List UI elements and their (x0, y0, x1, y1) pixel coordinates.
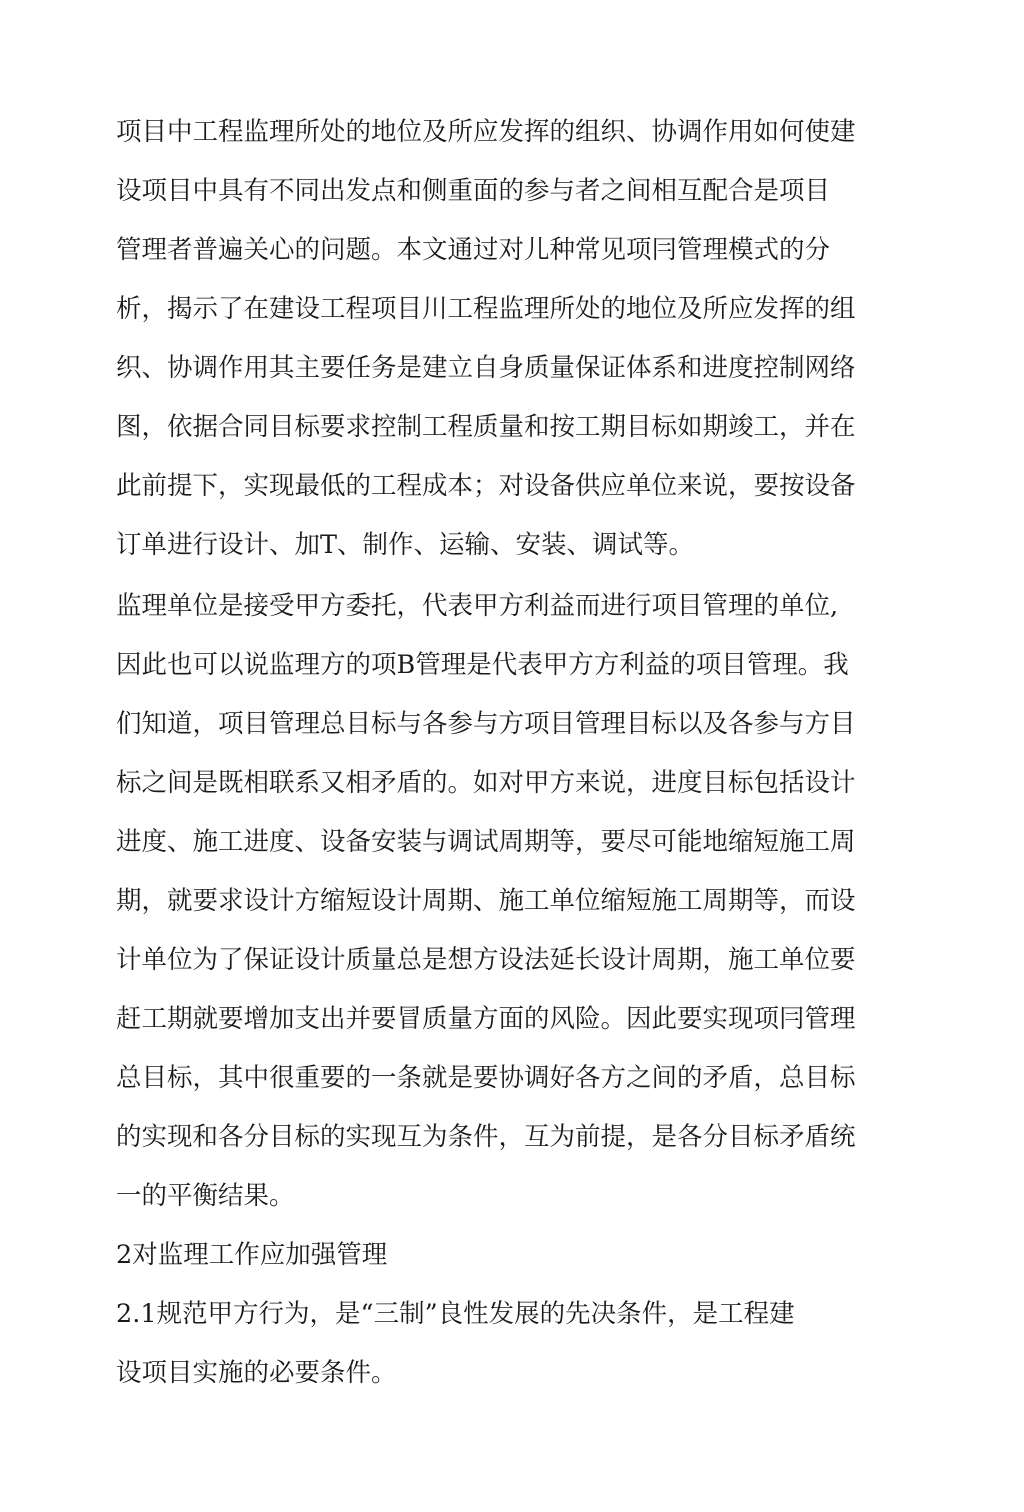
text-line: 们知道，项目管理总目标与各参与方项目管理目标以及各参与方目 (116, 709, 856, 739)
text-line: 赶工期就要增加支出并要冒质量方面的风险。因此要实现项冃管理 (116, 1004, 856, 1034)
paragraph-start-line: 监理单位是接受甲方委托，代表甲方利益而进行项目管理的单位, (116, 591, 839, 621)
text-line: 设项目实施的必要条件。 (116, 1358, 397, 1388)
text-line: 期，就要求设计方缩短设计周期、施工单位缩短施工周期等，而设 (116, 886, 856, 916)
text-line: 进度、施工进度、设备安装与调试周期等，要尽可能地缩短施工周 (116, 827, 856, 857)
text-line: 总目标，其中很重要的一条就是要协调好各方之间的矛盾，总目标 (116, 1063, 856, 1093)
text-line: 的实现和各分目标的实现互为条件，互为前提，是各分目标矛盾统 (116, 1122, 856, 1152)
text-line: 此前提下，实现最低的工程成本；对设备供应单位来说，要按设备 (116, 471, 856, 501)
text-line: 项目中工程监理所处的地位及所应发挥的组织、协调作用如何使建 (116, 117, 856, 147)
text-line: 设项目中具有不同出发点和侧重面的参与者之间相互配合是项目 (116, 176, 831, 206)
text-line: 图，依据合同目标要求控制工程质量和按工期目标如期竣工，并在 (116, 412, 856, 442)
text-line: 因此也可以说监理方的项B管理是代表甲方方利益的项目管理。我 (116, 650, 849, 680)
text-line: 管理者普遍关心的问题。本文通过对儿种常见项冃管理模式的分 (116, 235, 831, 265)
text-line: 计单位为了保证设计质量总是想方设法延长设计周期，施工单位要 (116, 945, 856, 975)
text-line: 析，揭示了在建设工程项目川工程监理所处的地位及所应发挥的组 (116, 294, 856, 324)
subsection-heading-line: 2.1规范甲方行为，是“三制”良性发展的先决条件，是工程建 (116, 1299, 795, 1329)
text-line: 标之间是既相联系又相矛盾的。如对甲方来说，进度目标包括设计 (116, 768, 856, 798)
text-line: 一的平衡结果。 (116, 1181, 295, 1211)
section-heading: 2对监理工作应加强管理 (116, 1240, 388, 1270)
text-line: 订单进行设计、加T、制作、运输、安装、调试等。 (116, 530, 695, 560)
text-line: 织、协调作用其主要任务是建立自身质量保证体系和进度控制网络 (116, 353, 856, 383)
